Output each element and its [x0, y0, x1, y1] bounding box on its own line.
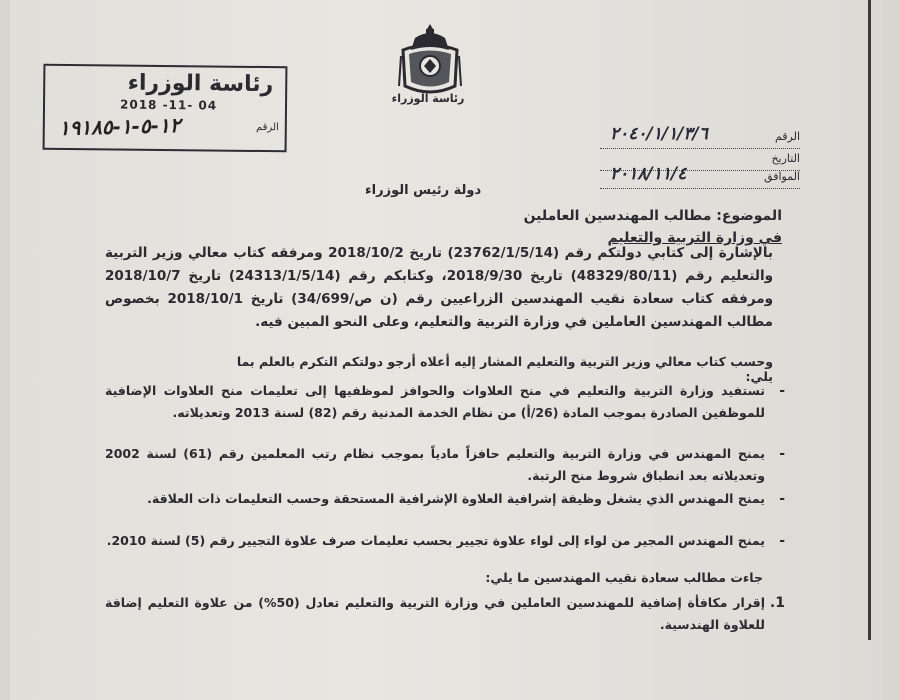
bullet-text: يمنح المهندس في وزارة التربية والتعليم حافزاً مادياً بموجب نظام رتب المعلمين رقم (61) لسنة 2002 وتعديلاته بعد انطباق شروط منح الرتبة. — [105, 446, 766, 483]
bullet-text: تستفيد وزارة التربية والتعليم في منح العلاوات والحوافز لموظفيها إلى تعليمات منح العلاوات الإضافية للموظفين الصادرة بموجب المادة (26/أ) من نظام الخدمة المدنية رقم (82) لسنة 2013 وتعديلاته. — [105, 383, 765, 420]
letterhead-caption: رئاسة الوزراء — [391, 92, 465, 105]
stamp-title: رئاسة الوزراء — [127, 70, 274, 98]
stamp-ref-value: ١٢-٥-١-١٩١٨٥ — [58, 113, 181, 141]
meta-hijri-label: الموافق — [764, 170, 800, 183]
page-edge-shadow — [868, 0, 871, 640]
stamp-date: 2018 -11- 04 — [119, 97, 218, 113]
meta-date-label: التاريخ — [771, 152, 800, 165]
meta-number-label: الرقم — [774, 130, 800, 143]
bullet-item: - يمنح المهندس في وزارة التربية والتعليم حافزاً مادياً بموجب نظام رتب المعلمين رقم (61) لسنة 2002 وتعديلاته بعد انطباق شروط منح الرتبة. — [105, 446, 785, 483]
numbered-item-text: إقرار مكافأة إضافية للمهندسين العاملين في وزارة التربية والتعليم تعادل (50%) من علاوة التعليم إضافة للعلاوة الهندسية. — [105, 595, 766, 632]
meta-number-row — [600, 124, 800, 149]
bullet-text: يمنح المهندس المجير من لواء إلى لواء علاوة تجيير بحسب تعليمات صرف علاوة التجيير رقم (5) لسنة 2010. — [106, 533, 765, 548]
received-stamp — [43, 64, 288, 153]
intro-line: وحسب كتاب معالي وزير التربية والتعليم المشار إليه أعلاه أرجو دولتكم التكرم بالعلم بما يلي: — [236, 354, 773, 384]
bullet-item: - يمنح المهندس المجير من لواء إلى لواء علاوة تجيير بحسب تعليمات صرف علاوة التجيير رقم (5) لسنة 2010. — [106, 533, 785, 549]
document-page — [10, 0, 882, 700]
meta-hijri-row — [600, 164, 800, 189]
numbered-item — [105, 592, 785, 636]
demands-intro: جاءت مطالب سعادة نقيب المهندسين ما يلي: — [485, 570, 763, 585]
bullet-text: يمنح المهندس الذي يشغل وظيفة إشرافية العلاوة الإشرافية المستحقة وحسب التعليمات ذات العلاقة. — [147, 491, 765, 506]
meta-hijri-value: ٢٠١٨/١١/٤ — [610, 164, 687, 184]
bullet-item: - يمنح المهندس الذي يشغل وظيفة إشرافية العلاوة الإشرافية المستحقة وحسب التعليمات ذات العلاقة. — [147, 491, 785, 507]
bullet-item: - تستفيد وزارة التربية والتعليم في منح العلاوات والحوافز لموظفيها إلى تعليمات منح العلاوات الإضافية للموظفين الصادرة بموجب المادة (26/أ) من نظام الخدمة المدنية رقم (82) لسنة 2013 وتعديلاته. — [105, 383, 785, 420]
meta-number-value: ٢٠٤٠/١/١/٣/٦ — [610, 124, 708, 144]
opening-paragraph: بالإشارة إلى كتابي دولتكم رقم (23762/1/5/14) تاريخ 2018/10/2 ومرفقه كتاب معالي وزير التربية والتعليم رقم (48329/80/11) تاريخ 2018/9/30، وكتابكم رقم (24313/1/5/14) تاريخ 2018/10/7 ومرفقه كتاب سعادة نقيب المهندسين الزراعيين رقم (ن ص/34/699) تاريخ 2018/10/1 بخصوص مطالب المهندسين العاملين في وزارة التربية والتعليم، وعلى النحو المبين فيه. — [105, 245, 773, 330]
addressee: دولة رئيس الوزراء — [365, 183, 482, 198]
item-number: 1. — [769, 595, 785, 611]
stamp-ref-label: الرقم — [255, 121, 279, 134]
subject-line-2: في وزارة التربية والتعليم — [607, 230, 782, 246]
subject-line-1: الموضوع: مطالب المهندسين العاملين — [523, 208, 782, 224]
